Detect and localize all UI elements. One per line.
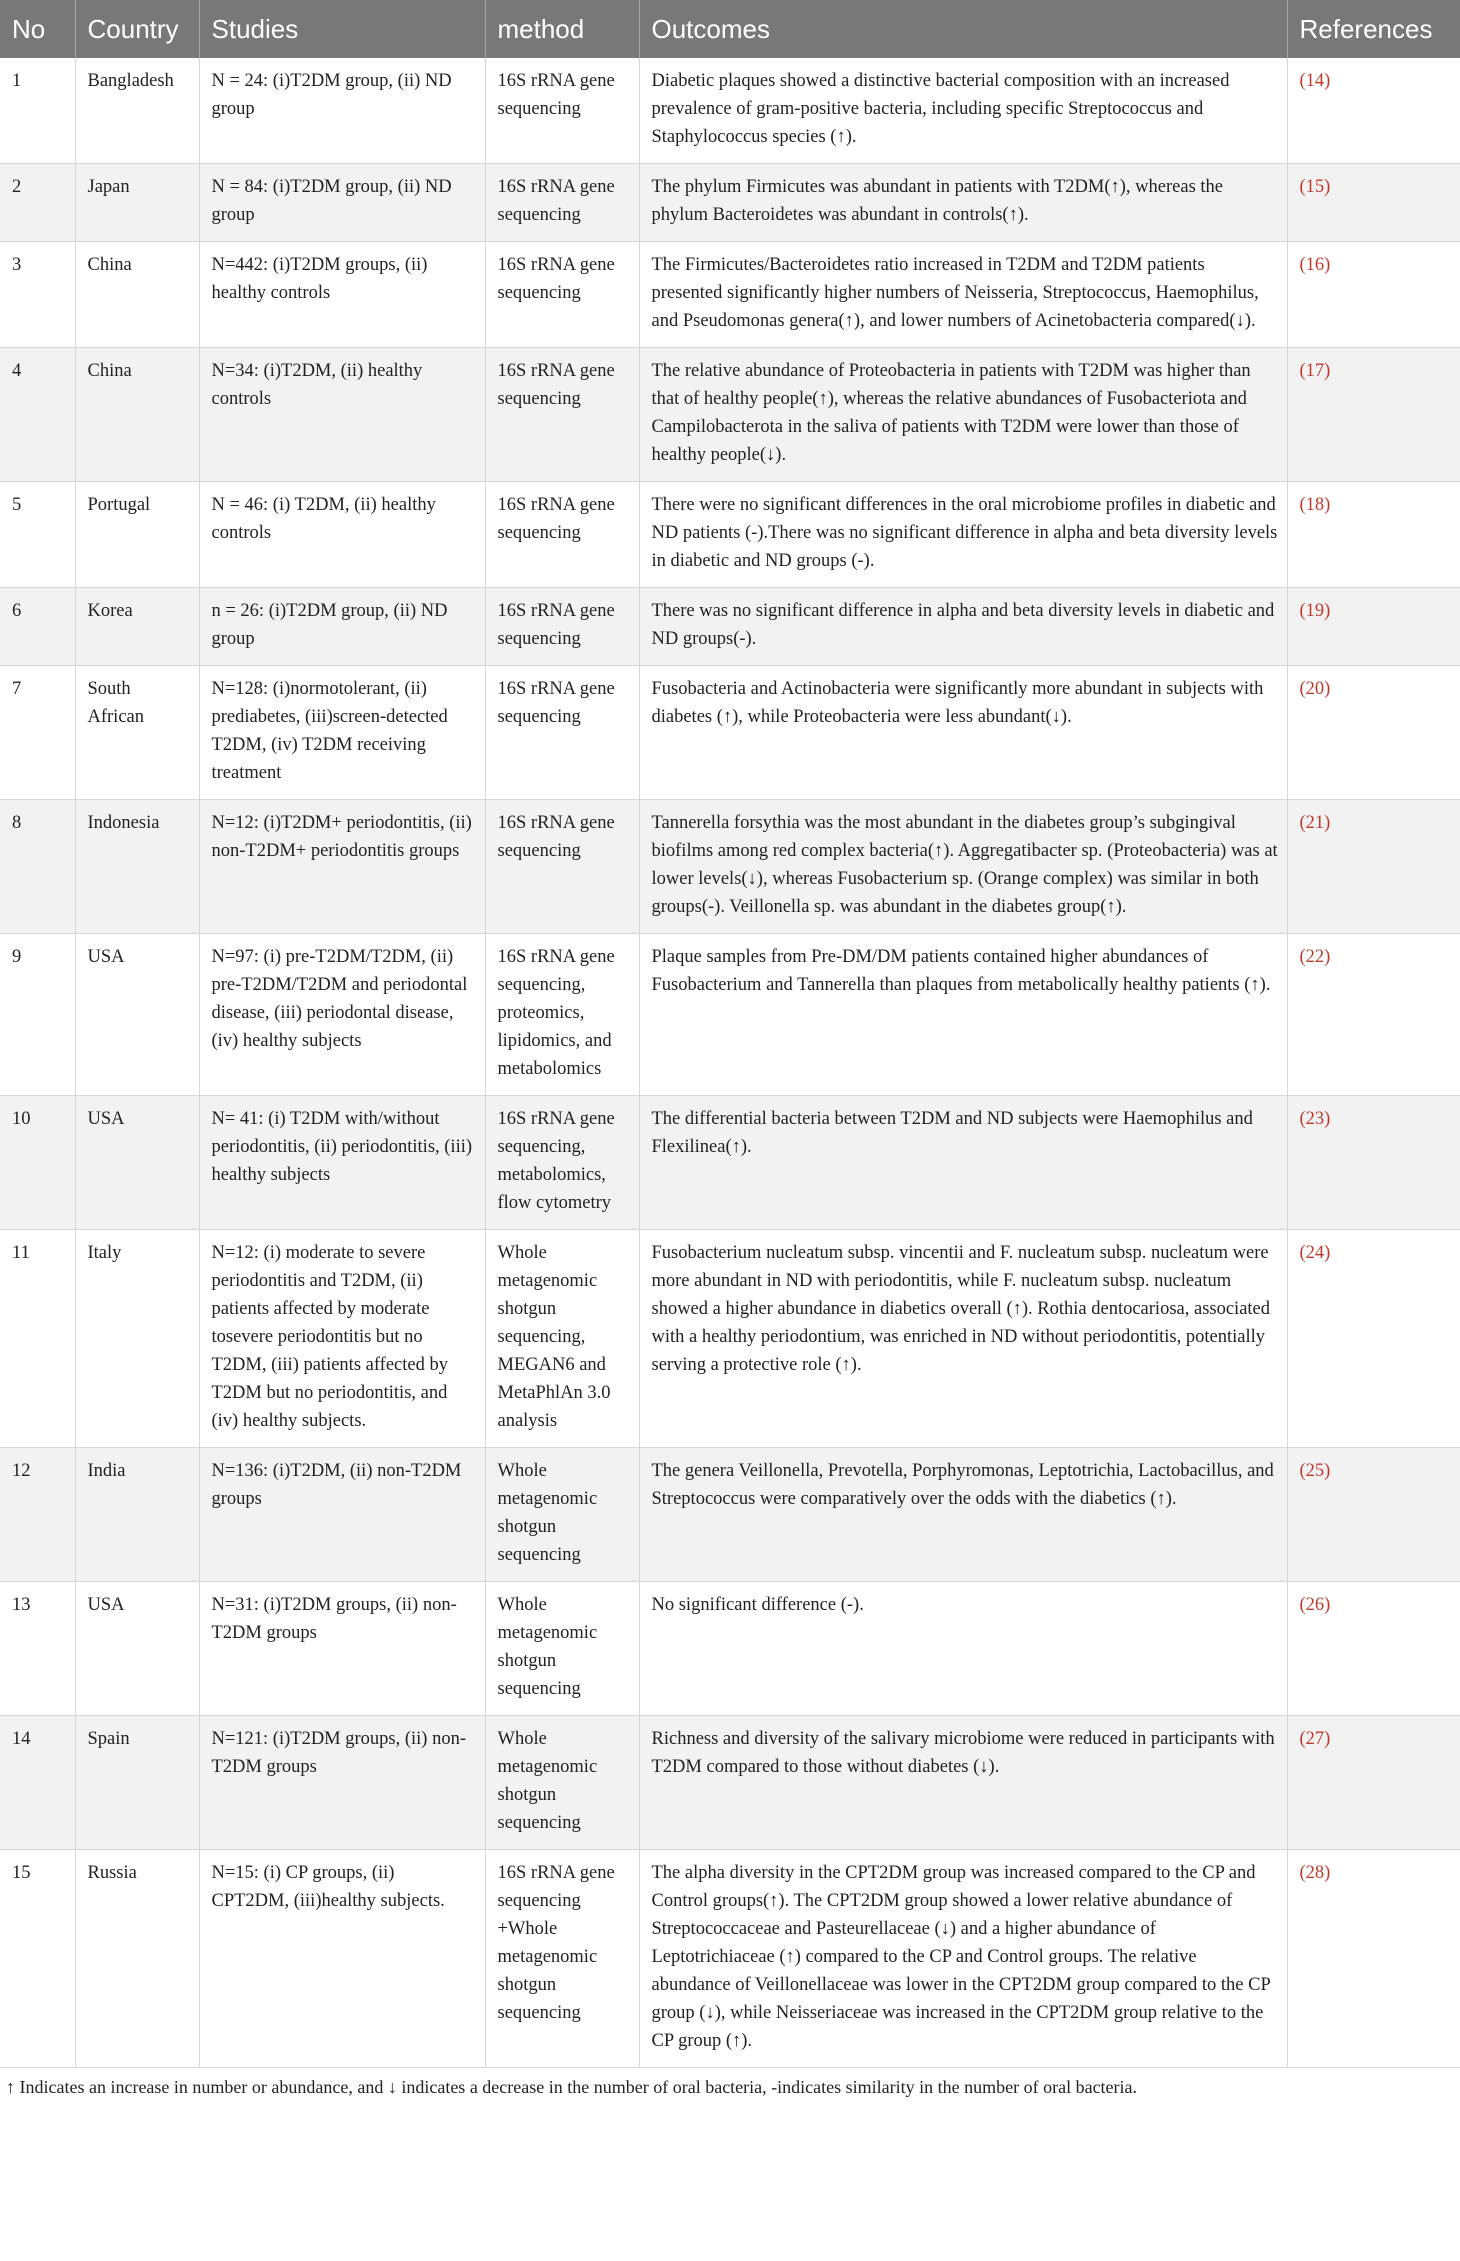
cell-outcomes: There was no significant difference in alpha and beta diversity levels in diabetic and ND groups(-). [639,588,1287,666]
header-outcomes: Outcomes [639,0,1287,58]
table-row [0,934,1460,1096]
header-studies: Studies [199,0,485,58]
table-header [0,0,1460,58]
cell-method: 16S rRNA gene sequencing [485,164,639,242]
cell-no: 11 [0,1230,75,1448]
cell-no: 3 [0,242,75,348]
cell-outcomes: No significant difference (-). [639,1582,1287,1716]
cell-method: Whole metagenomic shotgun sequencing, MEGAN6 and MetaPhlAn 3.0 analysis [485,1230,639,1448]
cell-method: 16S rRNA gene sequencing [485,348,639,482]
table-row [0,1582,1460,1716]
header-country: Country [75,0,199,58]
cell-outcomes: Richness and diversity of the salivary microbiome were reduced in participants with T2DM compared to those without diabetes (↓). [639,1716,1287,1850]
cell-reference [1287,164,1460,242]
cell-reference [1287,934,1460,1096]
cell-outcomes: The alpha diversity in the CPT2DM group was increased compared to the CP and Control groups(↑). The CPT2DM group showed a lower relative abundance of Streptococcaceae and Pasteurellaceae (↓) and a higher abundance of Leptotrichiaceae (↑) compared to the CP and Control groups. The relative abundance of Veillonellaceae was lower in the CPT2DM group compared to the CP group (↓), while Neisseriaceae was increased in the CPT2DM group relative to the CP group (↑). [639,1850,1287,2068]
cell-method: 16S rRNA gene sequencing +Whole metagenomic shotgun sequencing [485,1850,639,2068]
cell-country: Russia [75,1850,199,2068]
cell-no: 6 [0,588,75,666]
cell-country: China [75,242,199,348]
table-row [0,242,1460,348]
reference-link[interactable]: (23) [1299,1109,1331,1129]
cell-no: 15 [0,1850,75,2068]
cell-method: 16S rRNA gene sequencing [485,58,639,164]
cell-country: Korea [75,588,199,666]
cell-studies: N = 24: (i)T2DM group, (ii) ND group [199,58,485,164]
reference-link[interactable]: (14) [1299,71,1331,91]
cell-no: 9 [0,934,75,1096]
cell-reference [1287,1096,1460,1230]
cell-no: 5 [0,482,75,588]
cell-no: 7 [0,666,75,800]
cell-method: 16S rRNA gene sequencing [485,588,639,666]
cell-no: 2 [0,164,75,242]
cell-no: 14 [0,1716,75,1850]
cell-method: 16S rRNA gene sequencing [485,666,639,800]
reference-link[interactable]: (18) [1299,495,1331,515]
cell-studies: N=34: (i)T2DM, (ii) healthy controls [199,348,485,482]
reference-link[interactable]: (22) [1299,947,1331,967]
cell-method: 16S rRNA gene sequencing [485,800,639,934]
cell-method: Whole metagenomic shotgun sequencing [485,1582,639,1716]
cell-country: Bangladesh [75,58,199,164]
cell-outcomes: Tannerella forsythia was the most abundant in the diabetes group’s subgingival biofilms among red complex bacteria(↑). Aggregatibacter sp. (Proteobacteria) was at lower levels(↓), whereas Fusobacterium sp. (Orange complex) was similar in both groups(-). Veillonella sp. was abundant in the diabetes group(↑). [639,800,1287,934]
cell-country: South African [75,666,199,800]
cell-studies: n = 26: (i)T2DM group, (ii) ND group [199,588,485,666]
table-row [0,800,1460,934]
cell-studies: N=128: (i)normotolerant, (ii) prediabetes, (iii)screen-detected T2DM, (iv) T2DM receiving treatment [199,666,485,800]
table-body [0,58,1460,2068]
cell-reference [1287,58,1460,164]
cell-no: 12 [0,1448,75,1582]
cell-country: Italy [75,1230,199,1448]
cell-method: 16S rRNA gene sequencing [485,482,639,588]
header-references: References [1287,0,1460,58]
reference-link[interactable]: (27) [1299,1729,1331,1749]
cell-method: 16S rRNA gene sequencing, proteomics, lipidomics, and metabolomics [485,934,639,1096]
reference-link[interactable]: (25) [1299,1461,1331,1481]
cell-outcomes: Fusobacterium nucleatum subsp. vincentii and F. nucleatum subsp. nucleatum were more abundant in ND with periodontitis, while F. nucleatum subsp. nucleatum showed a higher abundance in diabetics overall (↑). Rothia dentocariosa, associated with a healthy periodontium, was enriched in ND without periodontitis, potentially serving a protective role (↑). [639,1230,1287,1448]
cell-studies: N=442: (i)T2DM groups, (ii) healthy controls [199,242,485,348]
cell-studies: N = 46: (i) T2DM, (ii) healthy controls [199,482,485,588]
header-method: method [485,0,639,58]
cell-studies: N=31: (i)T2DM groups, (ii) non-T2DM groups [199,1582,485,1716]
cell-reference [1287,666,1460,800]
cell-no: 10 [0,1096,75,1230]
cell-reference [1287,1850,1460,2068]
table-footnote: ↑ Indicates an increase in number or abundance, and ↓ indicates a decrease in the number of oral bacteria, -indicates similarity in the number of oral bacteria. [6,2077,1138,2097]
cell-outcomes: The phylum Firmicutes was abundant in patients with T2DM(↑), whereas the phylum Bacteroidetes was abundant in controls(↑). [639,164,1287,242]
cell-studies: N= 41: (i) T2DM with/without periodontitis, (ii) periodontitis, (iii) healthy subjects [199,1096,485,1230]
reference-link[interactable]: (24) [1299,1243,1331,1263]
cell-studies: N = 84: (i)T2DM group, (ii) ND group [199,164,485,242]
header-no: No [0,0,75,58]
cell-country: Japan [75,164,199,242]
cell-studies: N=136: (i)T2DM, (ii) non-T2DM groups [199,1448,485,1582]
cell-outcomes: Fusobacteria and Actinobacteria were significantly more abundant in subjects with diabetes (↑), while Proteobacteria were less abundant(↓). [639,666,1287,800]
table-row [0,1230,1460,1448]
table-row [0,588,1460,666]
reference-link[interactable]: (28) [1299,1863,1331,1883]
cell-country: USA [75,934,199,1096]
reference-link[interactable]: (15) [1299,177,1331,197]
cell-reference [1287,1448,1460,1582]
table-row [0,58,1460,164]
cell-method: 16S rRNA gene sequencing, metabolomics, flow cytometry [485,1096,639,1230]
table-row [0,666,1460,800]
reference-link[interactable]: (21) [1299,813,1331,833]
cell-reference [1287,588,1460,666]
cell-method: Whole metagenomic shotgun sequencing [485,1448,639,1582]
cell-reference [1287,1582,1460,1716]
cell-studies: N=12: (i)T2DM+ periodontitis, (ii) non-T2DM+ periodontitis groups [199,800,485,934]
table-row [0,1448,1460,1582]
cell-outcomes: The differential bacteria between T2DM and ND subjects were Haemophilus and Flexilinea(↑). [639,1096,1287,1230]
reference-link[interactable]: (17) [1299,361,1331,381]
cell-country: USA [75,1096,199,1230]
reference-link[interactable]: (26) [1299,1595,1331,1615]
table-row [0,1850,1460,2068]
cell-no: 1 [0,58,75,164]
cell-method: Whole metagenomic shotgun sequencing [485,1716,639,1850]
cell-studies: N=121: (i)T2DM groups, (ii) non-T2DM groups [199,1716,485,1850]
cell-reference [1287,1716,1460,1850]
cell-country: USA [75,1582,199,1716]
table-row [0,164,1460,242]
reference-link[interactable]: (16) [1299,255,1331,275]
cell-country: China [75,348,199,482]
reference-link[interactable]: (20) [1299,679,1331,699]
table-row [0,1096,1460,1230]
cell-outcomes: Plaque samples from Pre-DM/DM patients contained higher abundances of Fusobacterium and Tannerella than plaques from metabolically healthy patients (↑). [639,934,1287,1096]
cell-no: 8 [0,800,75,934]
cell-outcomes: The relative abundance of Proteobacteria in patients with T2DM was higher than that of healthy people(↑), whereas the relative abundances of Fusobacteriota and Campilobacterota in the saliva of patients with T2DM were lower than those of healthy people(↓). [639,348,1287,482]
cell-reference [1287,1230,1460,1448]
cell-reference [1287,348,1460,482]
cell-studies: N=15: (i) CP groups, (ii) CPT2DM, (iii)healthy subjects. [199,1850,485,2068]
cell-outcomes: There were no significant differences in the oral microbiome profiles in diabetic and ND patients (-).There was no significant difference in alpha and beta diversity levels in diabetic and ND groups (-). [639,482,1287,588]
cell-studies: N=12: (i) moderate to severe periodontitis and T2DM, (ii) patients affected by moderate tosevere periodontitis but no T2DM, (iii) patients affected by T2DM but no periodontitis, and (iv) healthy subjects. [199,1230,485,1448]
table-row [0,348,1460,482]
cell-reference [1287,800,1460,934]
cell-outcomes: Diabetic plaques showed a distinctive bacterial composition with an increased prevalence of gram-positive bacteria, including specific Streptococcus and Staphylococcus species (↑). [639,58,1287,164]
cell-country: Portugal [75,482,199,588]
cell-reference [1287,482,1460,588]
cell-no: 4 [0,348,75,482]
cell-no: 13 [0,1582,75,1716]
table-row [0,1716,1460,1850]
cell-country: Spain [75,1716,199,1850]
cell-outcomes: The Firmicutes/Bacteroidetes ratio increased in T2DM and T2DM patients presented significantly higher numbers of Neisseria, Streptococcus, Haemophilus, and Pseudomonas genera(↑), and lower numbers of Acinetobacteria compared(↓). [639,242,1287,348]
cell-method: 16S rRNA gene sequencing [485,242,639,348]
table-row [0,482,1460,588]
reference-link[interactable]: (19) [1299,601,1331,621]
cell-country: India [75,1448,199,1582]
cell-country: Indonesia [75,800,199,934]
cell-studies: N=97: (i) pre-T2DM/T2DM, (ii) pre-T2DM/T2DM and periodontal disease, (iii) periodontal disease, (iv) healthy subjects [199,934,485,1096]
cell-reference [1287,242,1460,348]
cell-outcomes: The genera Veillonella, Prevotella, Porphyromonas, Leptotrichia, Lactobacillus, and Streptococcus were comparatively over the odds with the diabetics (↑). [639,1448,1287,1582]
